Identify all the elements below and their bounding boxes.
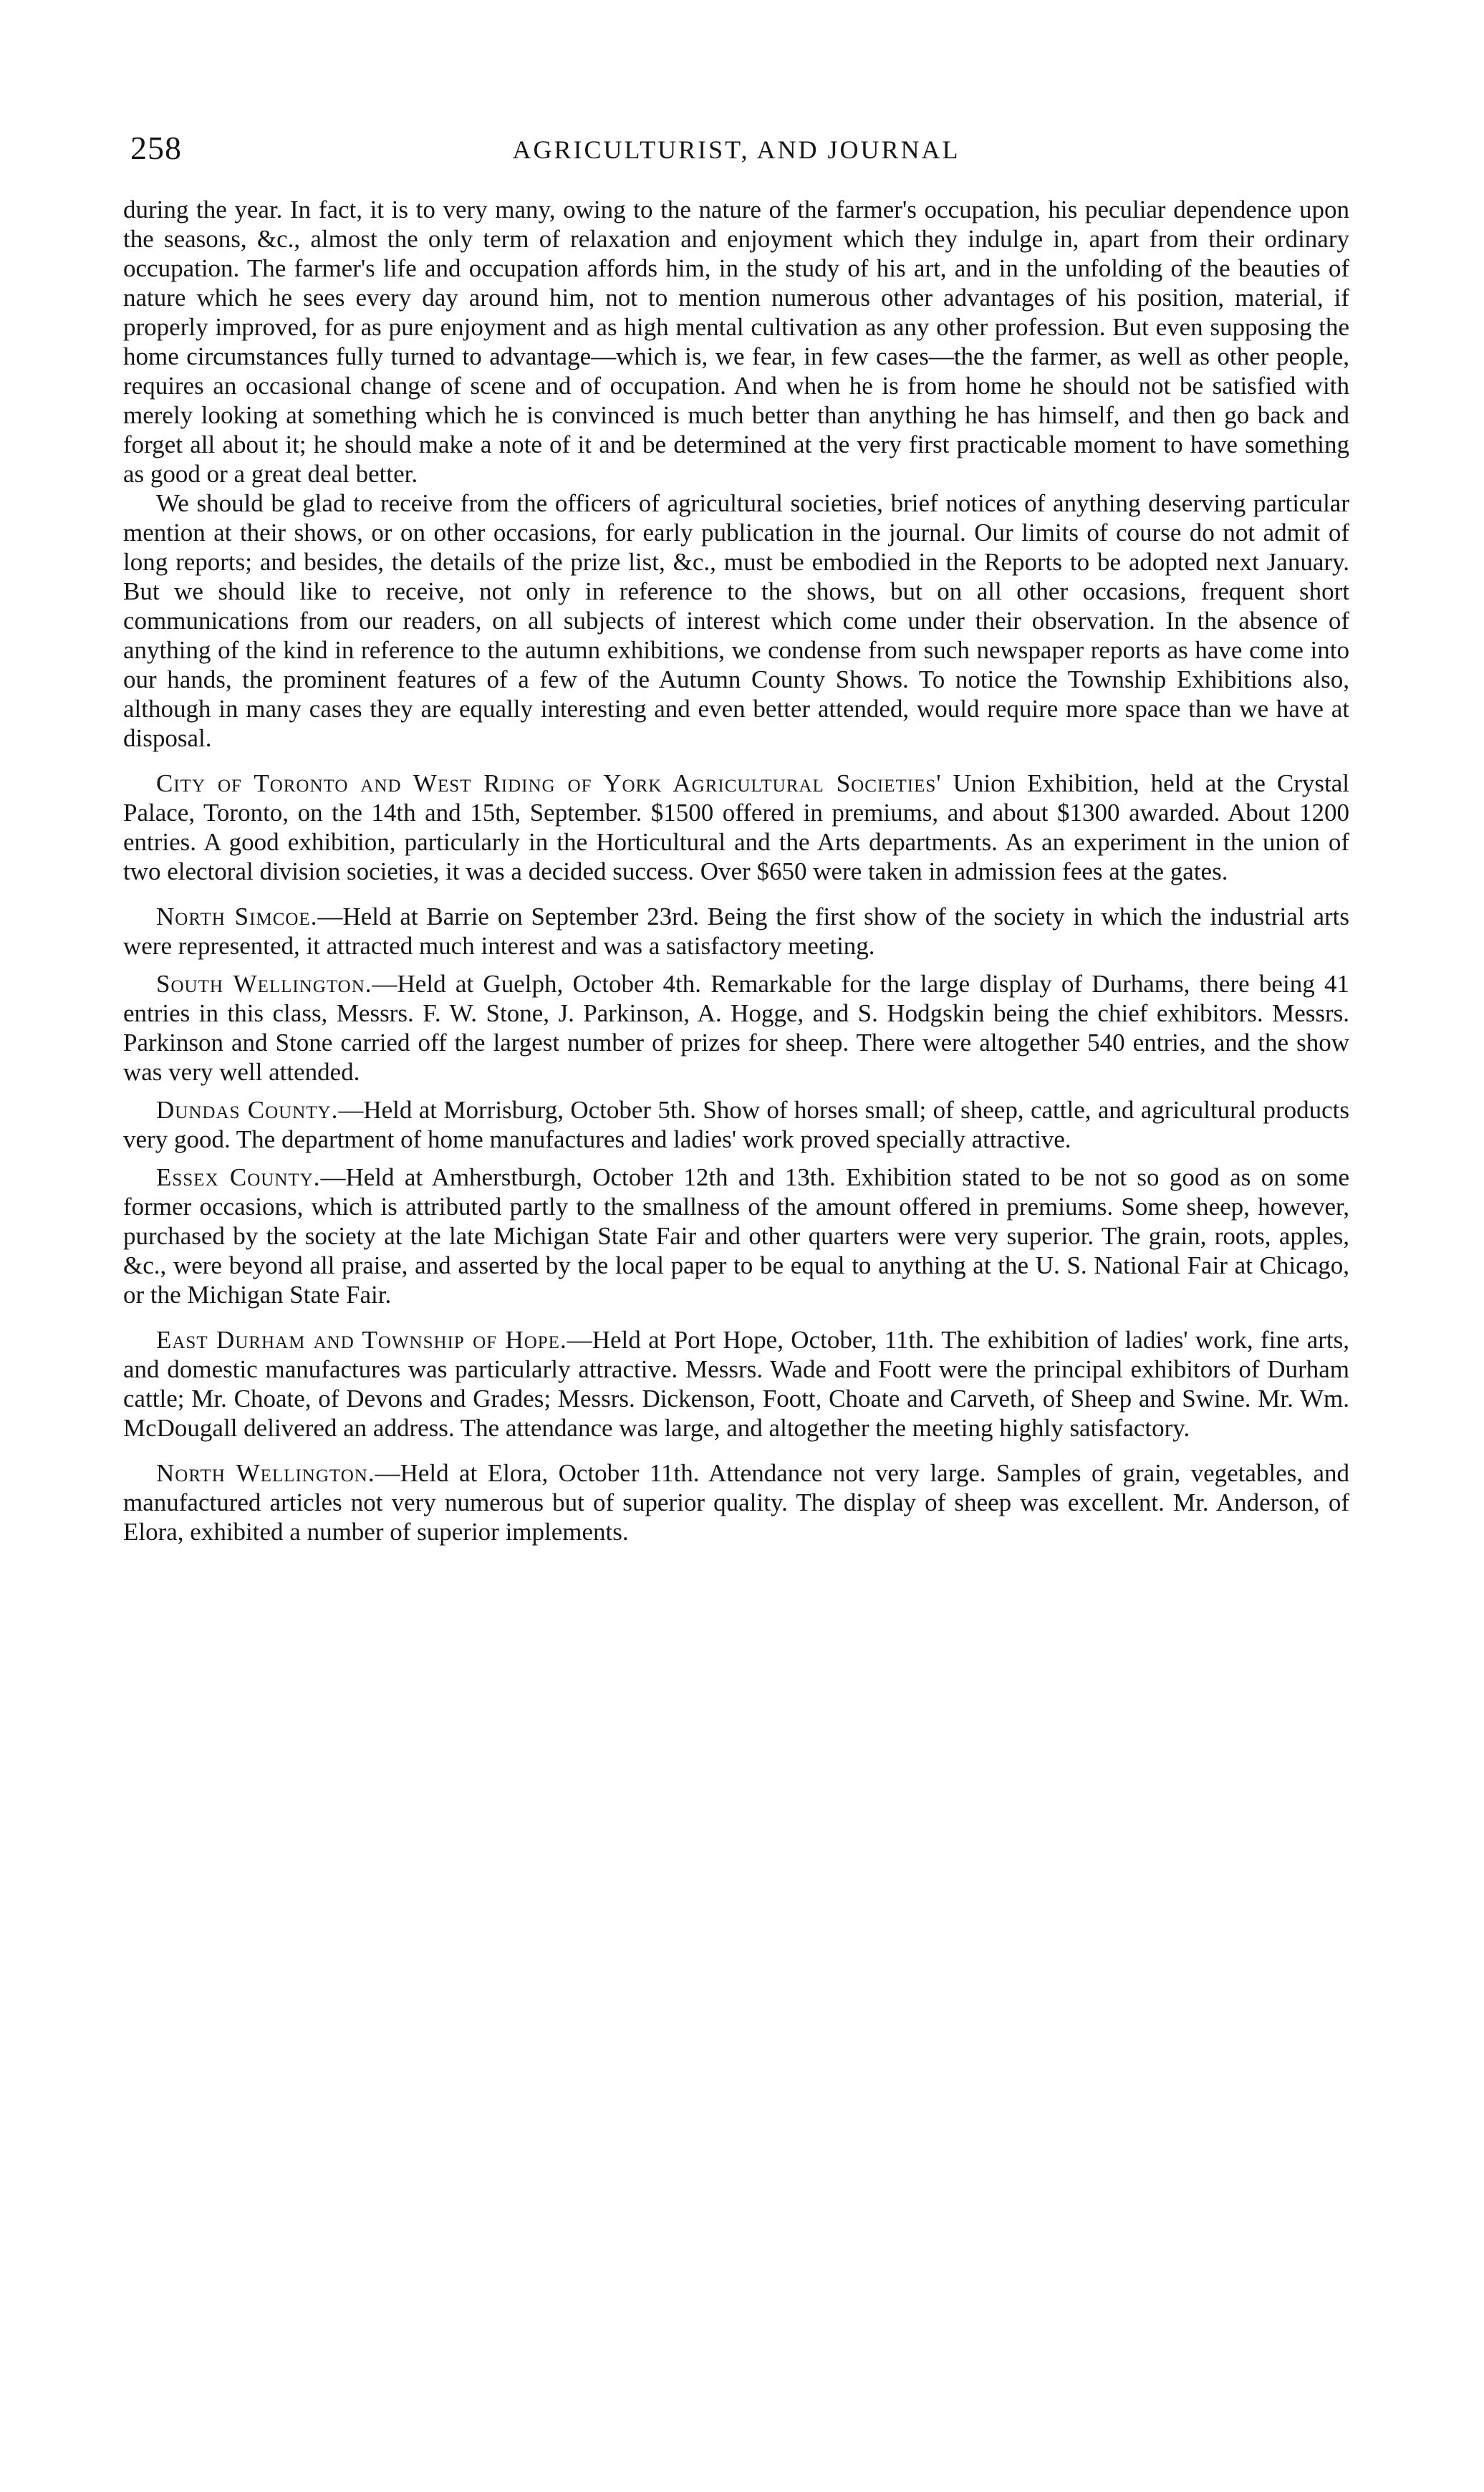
paragraph-notices	[123, 489, 1349, 753]
report-heading: Essex County.	[156, 1163, 321, 1191]
report-essex-county	[123, 1163, 1349, 1309]
report-heading: City of Toronto and West Riding of York Agricultural Societies'	[156, 769, 942, 797]
report-heading: South Wellington.	[156, 970, 372, 998]
report-north-simcoe	[123, 902, 1349, 961]
page-header	[123, 129, 1349, 179]
report-south-wellington	[123, 969, 1349, 1087]
report-heading: North Simcoe.	[156, 903, 318, 930]
paragraph-text: —Held at Amherstburgh, October 12th and 13th. Exhibition stated to be not so good as on some former occasions, which is attributed partly to the smallness of the amount offered in premiums. Some sheep, however, purchased by the society at the late Michigan State Fair and other quarters were very superior. The grain, roots, apples, &c., were beyond all praise, and asserted by the local paper to be equal to anything at the U. S. National Fair at Chicago, or the Michigan State Fair.	[123, 1163, 1349, 1309]
report-heading: East Durham and Township of Hope.	[156, 1326, 567, 1354]
running-head: AGRICULTURIST, AND JOURNAL	[512, 135, 960, 164]
paragraph-continuation	[123, 195, 1349, 489]
paragraph-text: —Held at Barrie on September 23rd. Being the first show of the society in which the industrial arts were represented, it attracted much interest and was a satisfactory meeting.	[123, 903, 1349, 960]
report-heading: Dundas County.	[156, 1096, 339, 1124]
report-dundas-county	[123, 1095, 1349, 1154]
report-north-wellington	[123, 1458, 1349, 1546]
paragraph-text: —Held at Port Hope, October, 11th. The exhibition of ladies' work, fine arts, and domestic manufactures was particularly attractive. Messrs. Wade and Foott were the principal exhibitors of Durham cattle; Mr. Choate, of Devons and Grades; Messrs. Dickenson, Foott, Choate and Carveth, of Sheep and Swine. Mr. Wm. McDougall delivered an address. The attendance was large, and altogether the meeting highly satisfactory.	[123, 1326, 1350, 1442]
paragraph-text: —Held at Morrisburg, October 5th. Show of horses small; of sheep, cattle, and agricultural products very good. The department of home manufactures and ladies' work proved specially attractive.	[123, 1096, 1349, 1153]
page-number: 258	[130, 130, 182, 166]
paragraph-text: during the year. In fact, it is to very many, owing to the nature of the farmer's occupation, his peculiar dependence upon the seasons, &c., almost the only term of relaxation and enjoyment which they indulge in, apart from their ordinary occupation. The farmer's life and occupation affords him, in the study of his art, and in the unfolding of the beauties of nature which he sees every day around him, not to mention numerous other advantages of his position, material, if properly improved, for as pure enjoyment and as high mental cultivation as any other profession. But even supposing the home circumstances fully turned to advantage—which is, we fear, in few cases—the the farmer, as well as other people, requires an occasional change of scene and of occupation. And when he is from home he should not be satisfied with merely looking at something which he is convinced is much better than anything he has himself, and then go back and forget all about it; he should make a note of it and be determined at the very first practicable moment to have something as good or a great deal better.	[123, 196, 1349, 488]
report-toronto-york	[123, 769, 1349, 886]
paragraph-text: We should be glad to receive from the officers of agricultural societies, brief notices of anything deserving particular mention at their shows, or on other occasions, for early publication in the journal. Our limits of course do not admit of long reports; and besides, the details of the prize list, &c., must be embodied in the Reports to be adopted next January. But we should like to receive, not only in reference to the shows, but on all other occasions, frequent short communications from our readers, on all subjects of interest which come under their observation. In the absence of anything of the kind in reference to the autumn exhibitions, we condense from such newspaper reports as have come into our hands, the prominent features of a few of the Autumn County Shows. To notice the Township Exhibitions also, although in many cases they are equally interesting and even better attended, would require more space than we have at disposal.	[123, 489, 1349, 752]
paragraph-text: Union Exhibition, held at the Crystal Palace, Toronto, on the 14th and 15th, September. $1500 offered in premiums, and about $1300 awarded. About 1200 entries. A good exhibition, particularly in the Horticultural and the Arts departments. As an experiment in the union of two electoral division societies, it was a decided success. Over $650 were taken in admission fees at the gates.	[123, 769, 1349, 885]
report-heading: North Wellington.	[156, 1459, 375, 1487]
report-east-durham	[123, 1325, 1349, 1443]
document-page	[123, 129, 1349, 1546]
paragraph-text: —Held at Elora, October 11th. Attendance not very large. Samples of grain, vegetables, and manufactured articles not very numerous but of superior quality. The display of sheep was excellent. Mr. Anderson, of Elora, exhibited a number of superior implements.	[123, 1459, 1349, 1546]
paragraph-text: —Held at Guelph, October 4th. Remarkable for the large display of Durhams, there being 41 entries in this class, Messrs. F. W. Stone, J. Parkinson, A. Hogge, and S. Hodgskin being the chief exhibitors. Messrs. Parkinson and Stone carried off the largest number of prizes for sheep. There were altogether 540 entries, and the show was very well attended.	[123, 970, 1349, 1086]
